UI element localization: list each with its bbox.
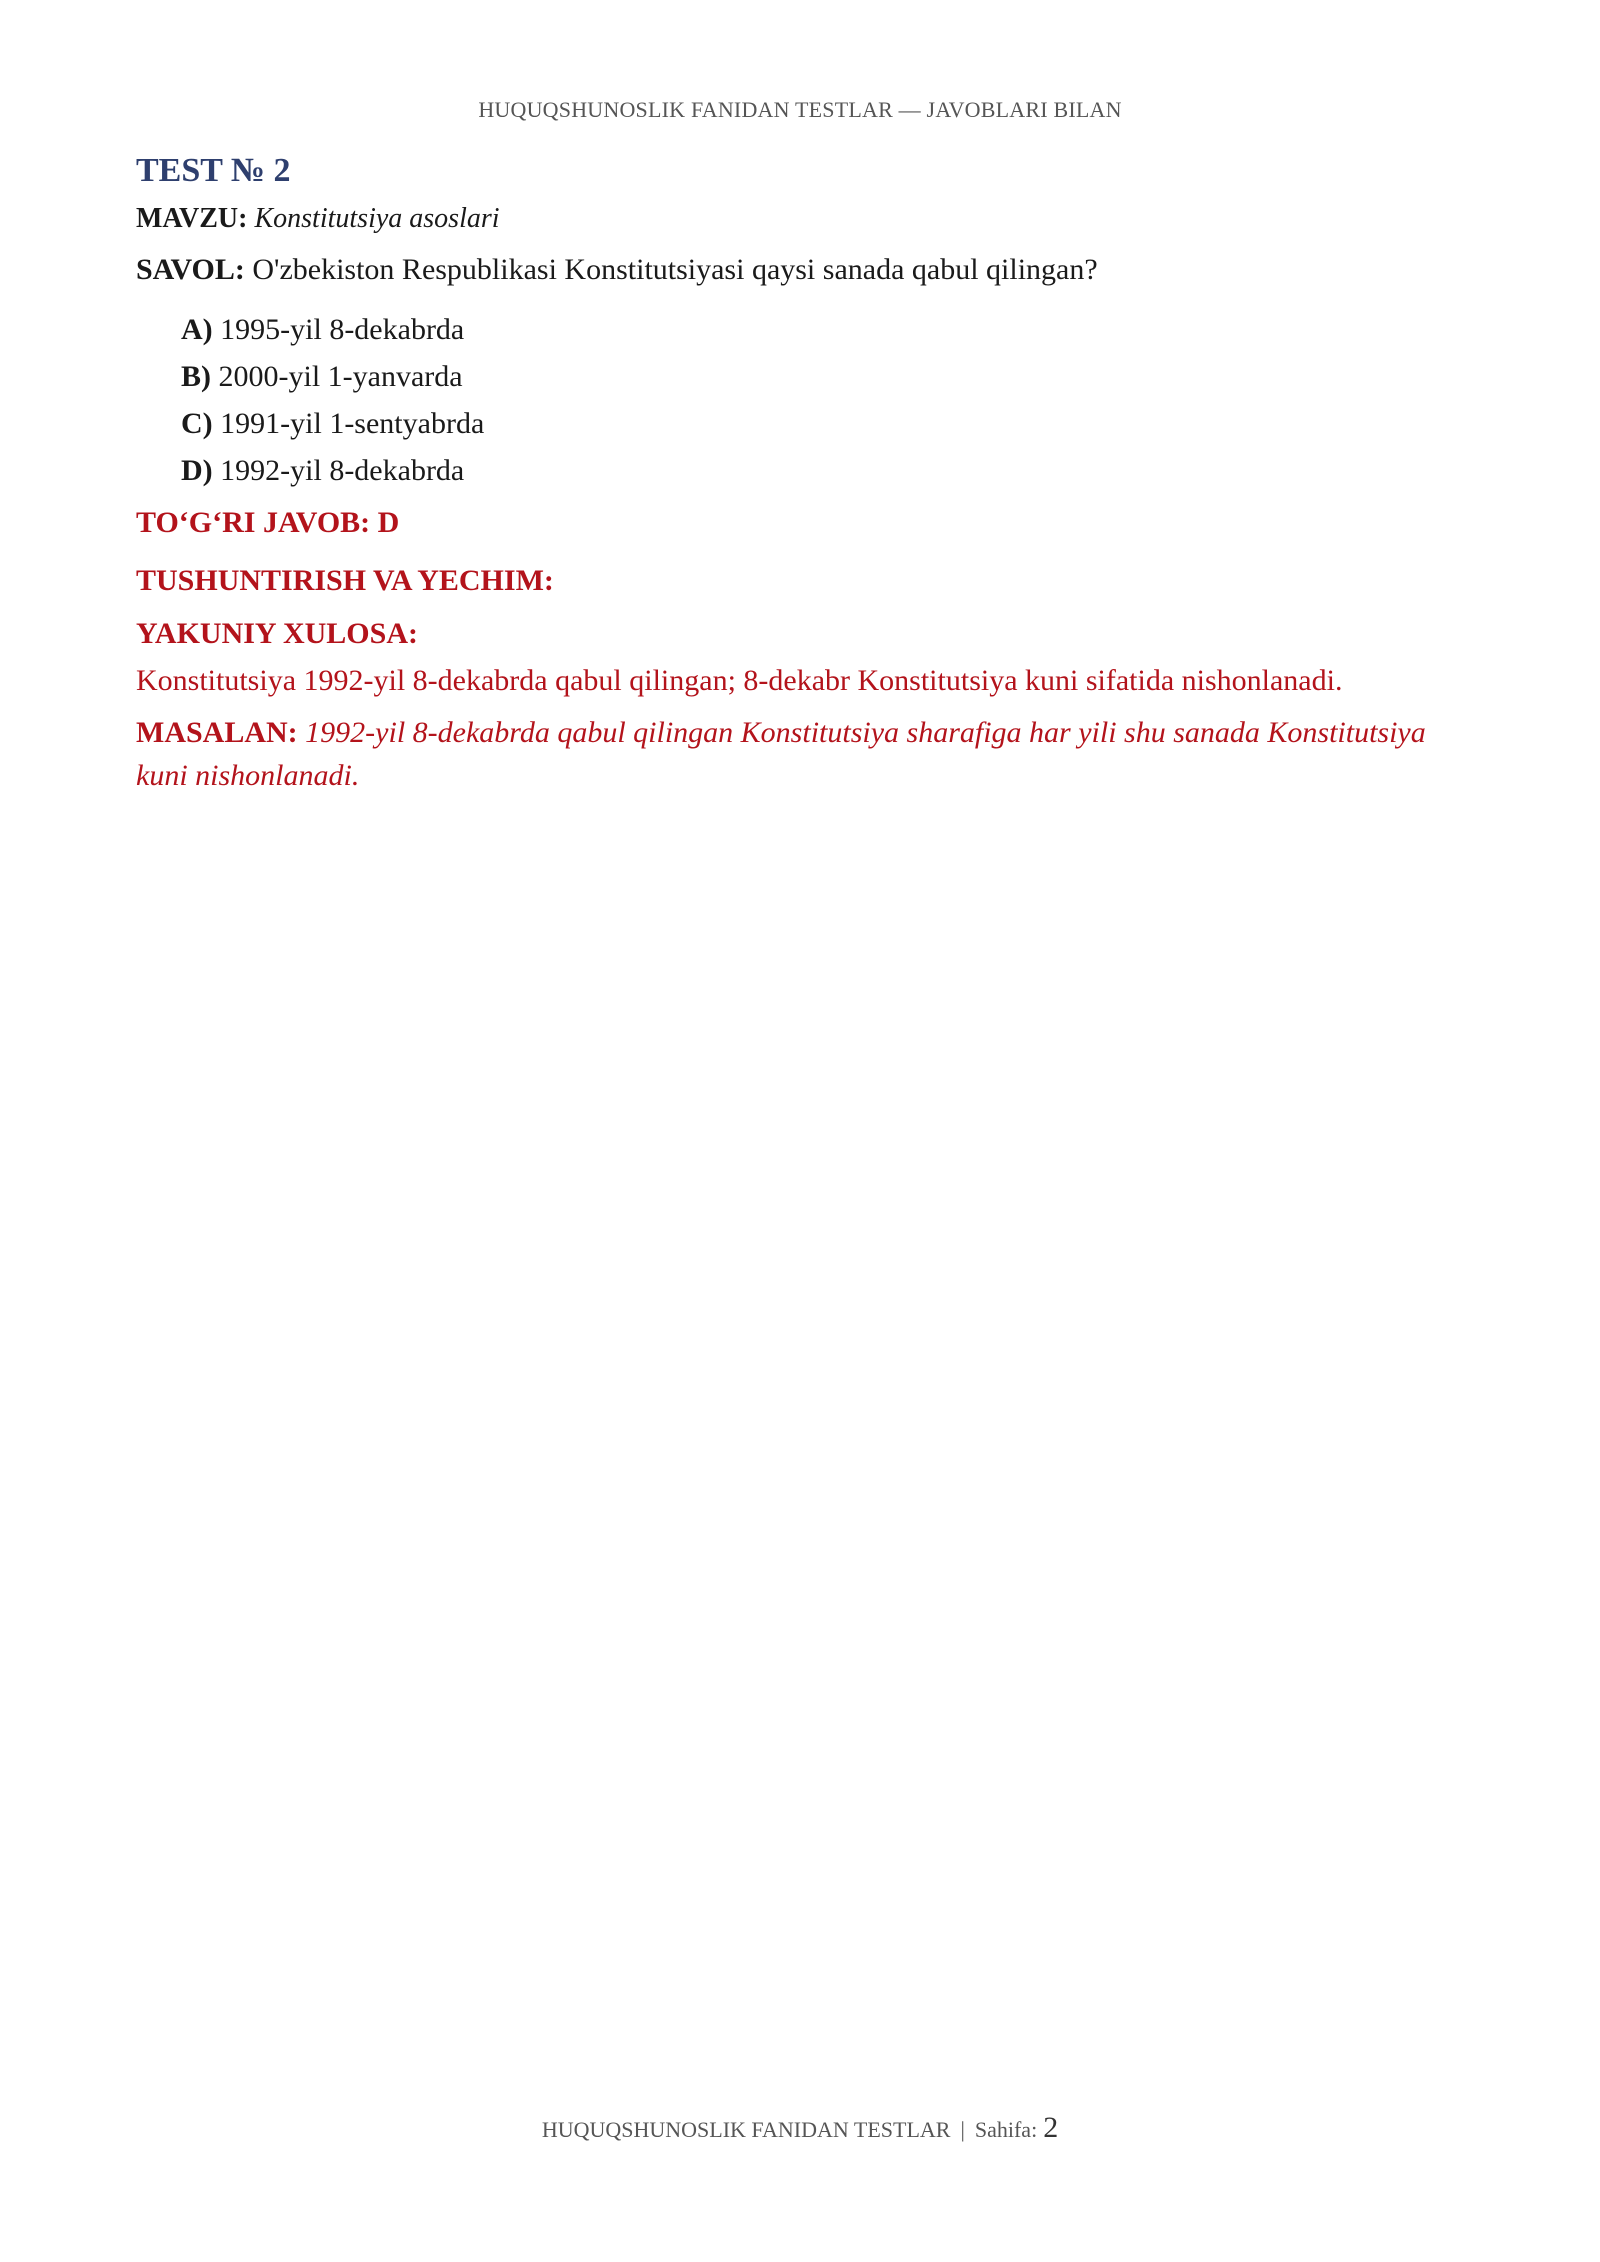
option-d bbox=[181, 447, 1381, 494]
test-title: TEST № 2 bbox=[136, 152, 291, 189]
footer-title: HUQUQSHUNOSLIK FANIDAN TESTLAR bbox=[541, 2117, 951, 2142]
footer-page-label: Sahifa: bbox=[974, 2117, 1038, 2142]
option-a bbox=[181, 306, 1381, 353]
option-letter: A) bbox=[181, 313, 213, 346]
option-text: 2000-yil 1-yanvarda bbox=[218, 360, 463, 393]
option-text: 1991-yil 1-sentyabrda bbox=[220, 407, 485, 440]
example-paragraph bbox=[136, 711, 1464, 797]
question-label: SAVOL: bbox=[136, 253, 245, 286]
running-footer bbox=[0, 2111, 1600, 2147]
footer-separator: | bbox=[960, 2117, 965, 2142]
option-letter: D) bbox=[181, 454, 213, 487]
conclusion-heading: YAKUNIY XULOSA: bbox=[136, 617, 418, 650]
option-b bbox=[181, 353, 1381, 400]
explanation-heading: TUSHUNTIRISH VA YECHIM: bbox=[136, 564, 554, 597]
option-text: 1992-yil 8-dekabrda bbox=[220, 454, 465, 487]
example-text: 1992-yil 8-dekabrda qabul qilingan Konstitutsiya sharafiga har yili shu sanada Konstitutsiya kuni nishonlanadi. bbox=[136, 716, 1426, 792]
topic-label: MAVZU: bbox=[136, 203, 248, 234]
conclusion-text: Konstitutsiya 1992-yil 8-dekabrda qabul qilingan; 8-dekabr Konstitutsiya kuni sifatida nishonlanadi. bbox=[136, 664, 1343, 697]
correct-answer: TO‘G‘RI JAVOB: D bbox=[136, 506, 400, 539]
page-number: 2 bbox=[1043, 2111, 1059, 2144]
option-letter: C) bbox=[181, 407, 213, 440]
running-header: HUQUQSHUNOSLIK FANIDAN TESTLAR — JAVOBLARI BILAN bbox=[478, 97, 1122, 122]
question-line bbox=[136, 252, 1464, 288]
option-letter: B) bbox=[181, 360, 211, 393]
option-c bbox=[181, 400, 1381, 447]
example-label: MASALAN: bbox=[136, 716, 298, 749]
answer-options bbox=[181, 306, 1381, 494]
option-text: 1995-yil 8-dekabrda bbox=[220, 313, 465, 346]
question-text: O'zbekiston Respublikasi Konstitutsiyasi qaysi sanada qabul qilingan? bbox=[252, 253, 1098, 286]
topic-line bbox=[136, 202, 1464, 236]
topic-text: Konstitutsiya asoslari bbox=[254, 203, 500, 234]
